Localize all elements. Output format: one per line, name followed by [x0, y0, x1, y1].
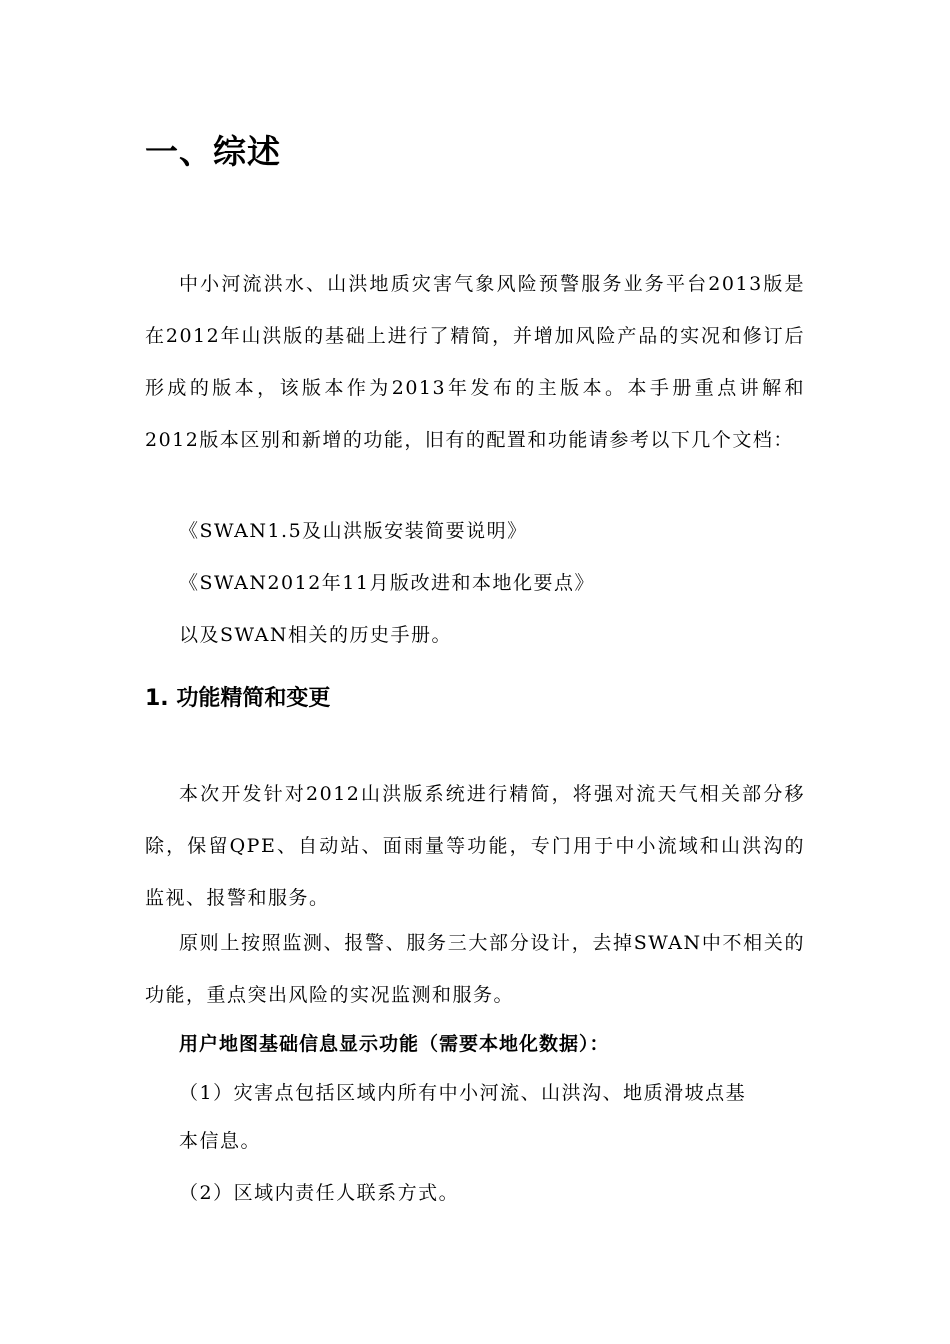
section-heading-overview: 一、综述	[145, 132, 281, 171]
list-item-2: （2）区域内责任人联系方式。	[179, 1182, 460, 1204]
doc-reference-3: 以及SWAN相关的历史手册。	[179, 624, 452, 646]
doc-reference-1: 《SWAN1.5及山洪版安装简要说明》	[179, 520, 528, 542]
section-heading-function-changes: 1. 功能精简和变更	[145, 686, 331, 711]
paragraph-design-principle: 原则上按照监测、报警、服务三大部分设计，去掉SWAN中不相关的功能，重点突出风险的实况监测和服务。	[145, 932, 805, 1006]
paragraph-streamline: 本次开发针对2012山洪版系统进行精简，将强对流天气相关部分移除，保留QPE、自动站、面雨量等功能，专门用于中小流域和山洪沟的监视、报警和服务。	[145, 783, 805, 909]
subheading-map-info: 用户地图基础信息显示功能（需要本地化数据）：	[179, 1033, 610, 1055]
doc-reference-2: 《SWAN2012年11月版改进和本地化要点》	[179, 572, 595, 594]
intro-paragraph: 中小河流洪水、山洪地质灾害气象风险预警服务业务平台2013版是在2012年山洪版的基础上进行了精简，并增加风险产品的实况和修订后形成的版本，该版本作为2013年发布的主版本。本手册重点讲解和2012版本区别和新增的功能，旧有的配置和功能请参考以下几个文档：	[145, 273, 805, 451]
list-item-1: （1）灾害点包括区域内所有中小河流、山洪沟、地质滑坡点基	[179, 1082, 747, 1104]
list-item-1-continued: 本信息。	[179, 1130, 262, 1152]
